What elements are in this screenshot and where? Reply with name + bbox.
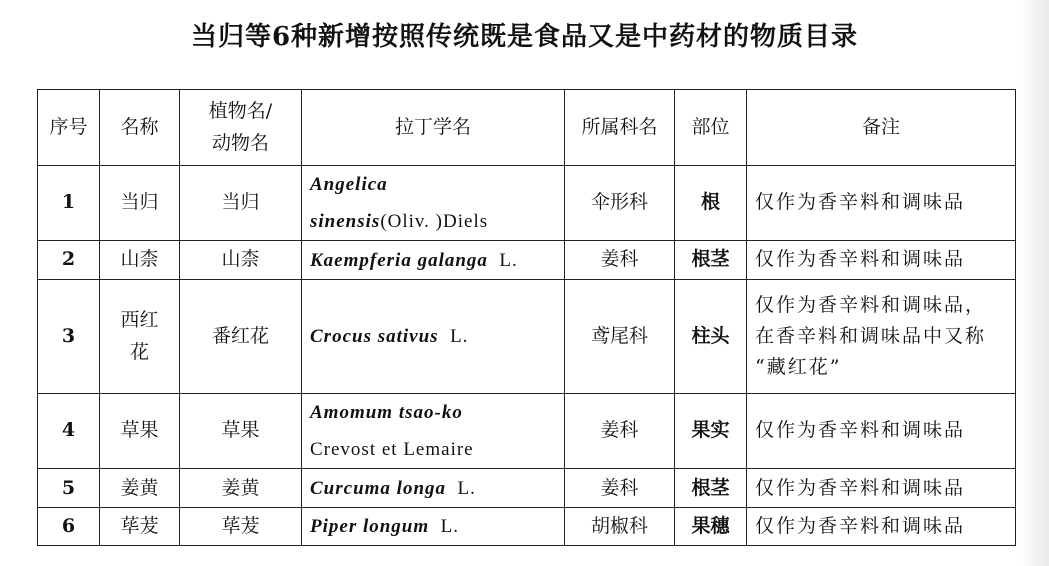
- row-plant: 番红花: [180, 280, 302, 394]
- row-seq: 6: [38, 508, 100, 546]
- header-plant: 植物名/ 动物名: [180, 90, 302, 166]
- row-seq: 5: [38, 469, 100, 508]
- row-remark: 仅作为香辛料和调味品: [747, 394, 1016, 469]
- row-plant: 荜茇: [180, 508, 302, 546]
- row-remark: 仅作为香辛料和调味品: [747, 469, 1016, 508]
- row-latin: Crocus sativus L.: [302, 280, 565, 394]
- table-row: [38, 280, 1016, 394]
- row-part: 柱头: [675, 280, 747, 394]
- row-latin: Kaempferia galanga L.: [302, 241, 565, 280]
- row-remark: 仅作为香辛料和调味品: [747, 241, 1016, 280]
- row-latin: Piper longum L.: [302, 508, 565, 546]
- row-family: 姜科: [565, 469, 675, 508]
- header-remark: 备注: [747, 90, 1016, 166]
- row-family: 胡椒科: [565, 508, 675, 546]
- row-remark: 仅作为香辛料和调味品: [747, 166, 1016, 241]
- row-part: 根茎: [675, 241, 747, 280]
- row-name: 荜茇: [100, 508, 180, 546]
- row-latin: Angelica sinensis(Oliv. )Diels: [302, 166, 565, 241]
- row-seq: 1: [38, 166, 100, 241]
- row-remark: 仅作为香辛料和调味品: [747, 508, 1016, 546]
- row-part: 根: [675, 166, 747, 241]
- row-name: 草果: [100, 394, 180, 469]
- row-plant: 山柰: [180, 241, 302, 280]
- row-part: 果穗: [675, 508, 747, 546]
- row-latin: Curcuma longa L.: [302, 469, 565, 508]
- table-header-row: [38, 90, 1016, 166]
- header-family: 所属科名: [565, 90, 675, 166]
- table-row: [38, 394, 1016, 469]
- row-seq: 2: [38, 241, 100, 280]
- row-plant: 当归: [180, 166, 302, 241]
- header-latin: 拉丁学名: [302, 90, 565, 166]
- row-plant: 姜黄: [180, 469, 302, 508]
- row-family: 伞形科: [565, 166, 675, 241]
- table-row: [38, 166, 1016, 241]
- row-part: 根茎: [675, 469, 747, 508]
- table-row: [38, 469, 1016, 508]
- row-name: 西红 花: [100, 280, 180, 394]
- header-part: 部位: [675, 90, 747, 166]
- catalog-table: [37, 89, 1016, 546]
- row-seq: 4: [38, 394, 100, 469]
- row-family: 姜科: [565, 241, 675, 280]
- row-family: 鸢尾科: [565, 280, 675, 394]
- row-remark: 仅作为香辛料和调味品， 在香辛料和调味品中又称 “藏红花”: [747, 280, 1016, 394]
- row-family: 姜科: [565, 394, 675, 469]
- page-title: 当归等6种新增按照传统既是食品又是中药材的物质目录: [190, 22, 859, 52]
- row-name: 姜黄: [100, 469, 180, 508]
- row-name: 当归: [100, 166, 180, 241]
- table-row: [38, 508, 1016, 546]
- table-row: [38, 241, 1016, 280]
- header-seq: 序号: [38, 90, 100, 166]
- row-plant: 草果: [180, 394, 302, 469]
- row-seq: 3: [38, 280, 100, 394]
- row-latin: Amomum tsao-ko Crevost et Lemaire: [302, 394, 565, 469]
- header-name: 名称: [100, 90, 180, 166]
- right-edge-strip: [1021, 0, 1049, 566]
- row-part: 果实: [675, 394, 747, 469]
- row-name: 山柰: [100, 241, 180, 280]
